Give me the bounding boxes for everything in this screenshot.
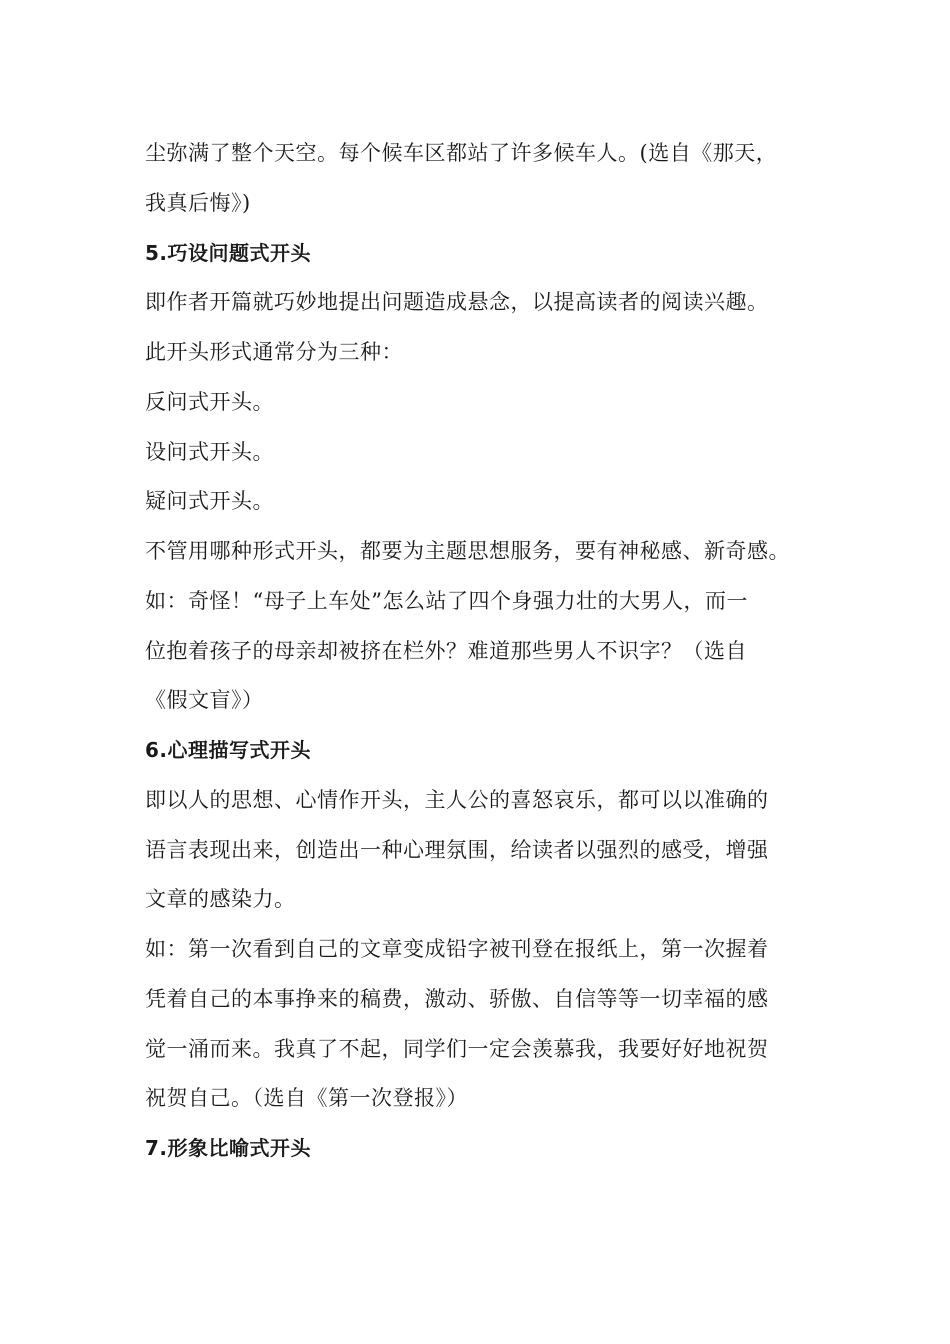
paragraph-line: 设问式开头。	[145, 440, 274, 464]
paragraph-line: 尘弥满了整个天空。每个候车区都站了许多候车人。(选自《那天，	[145, 141, 778, 165]
paragraph-line: 反问式开头。	[145, 390, 274, 414]
paragraph-line: 疑问式开头。	[145, 489, 274, 513]
section-heading: 6.心理描写式开头	[145, 738, 312, 762]
paragraph-line: 如：第一次看到自己的文章变成铅字被刊登在报纸上，第一次握着	[145, 937, 769, 961]
paragraph-line: 即作者开篇就巧妙地提出问题造成悬念，以提高读者的阅读兴趣。	[145, 290, 769, 314]
paragraph-line: 位抱着孩子的母亲却被挤在栏外？难道那些男人不识字？（选自	[145, 639, 747, 663]
paragraph-line: 语言表现出来，创造出一种心理氛围，给读者以强烈的感受，增强	[145, 838, 769, 862]
paragraph-line: 文章的感染力。	[145, 887, 296, 911]
paragraph-line: 《假文盲》）	[145, 688, 264, 712]
paragraph-line: 此开头形式通常分为三种：	[145, 340, 403, 364]
paragraph-line: 即以人的思想、心情作开头，主人公的喜怒哀乐，都可以以准确的	[145, 788, 769, 812]
section-heading: 5.巧设问题式开头	[145, 241, 312, 265]
paragraph-line: 觉一涌而来。我真了不起，同学们一定会羡慕我，我要好好地祝贺	[145, 1037, 769, 1061]
paragraph-line: 不管用哪种形式开头，都要为主题思想服务，要有神秘感、新奇感。	[145, 539, 790, 563]
section-heading: 7.形象比喻式开头	[145, 1136, 312, 1160]
paragraph-line: 如：奇怪！“母子上车处”怎么站了四个身强力壮的大男人，而一	[145, 589, 748, 613]
paragraph-line: 祝贺自己。（选自《第一次登报》）	[145, 1086, 468, 1110]
paragraph-line: 我真后悔》)	[145, 191, 251, 215]
paragraph-line: 凭着自己的本事挣来的稿费，激动、骄傲、自信等等一切幸福的感	[145, 987, 769, 1011]
